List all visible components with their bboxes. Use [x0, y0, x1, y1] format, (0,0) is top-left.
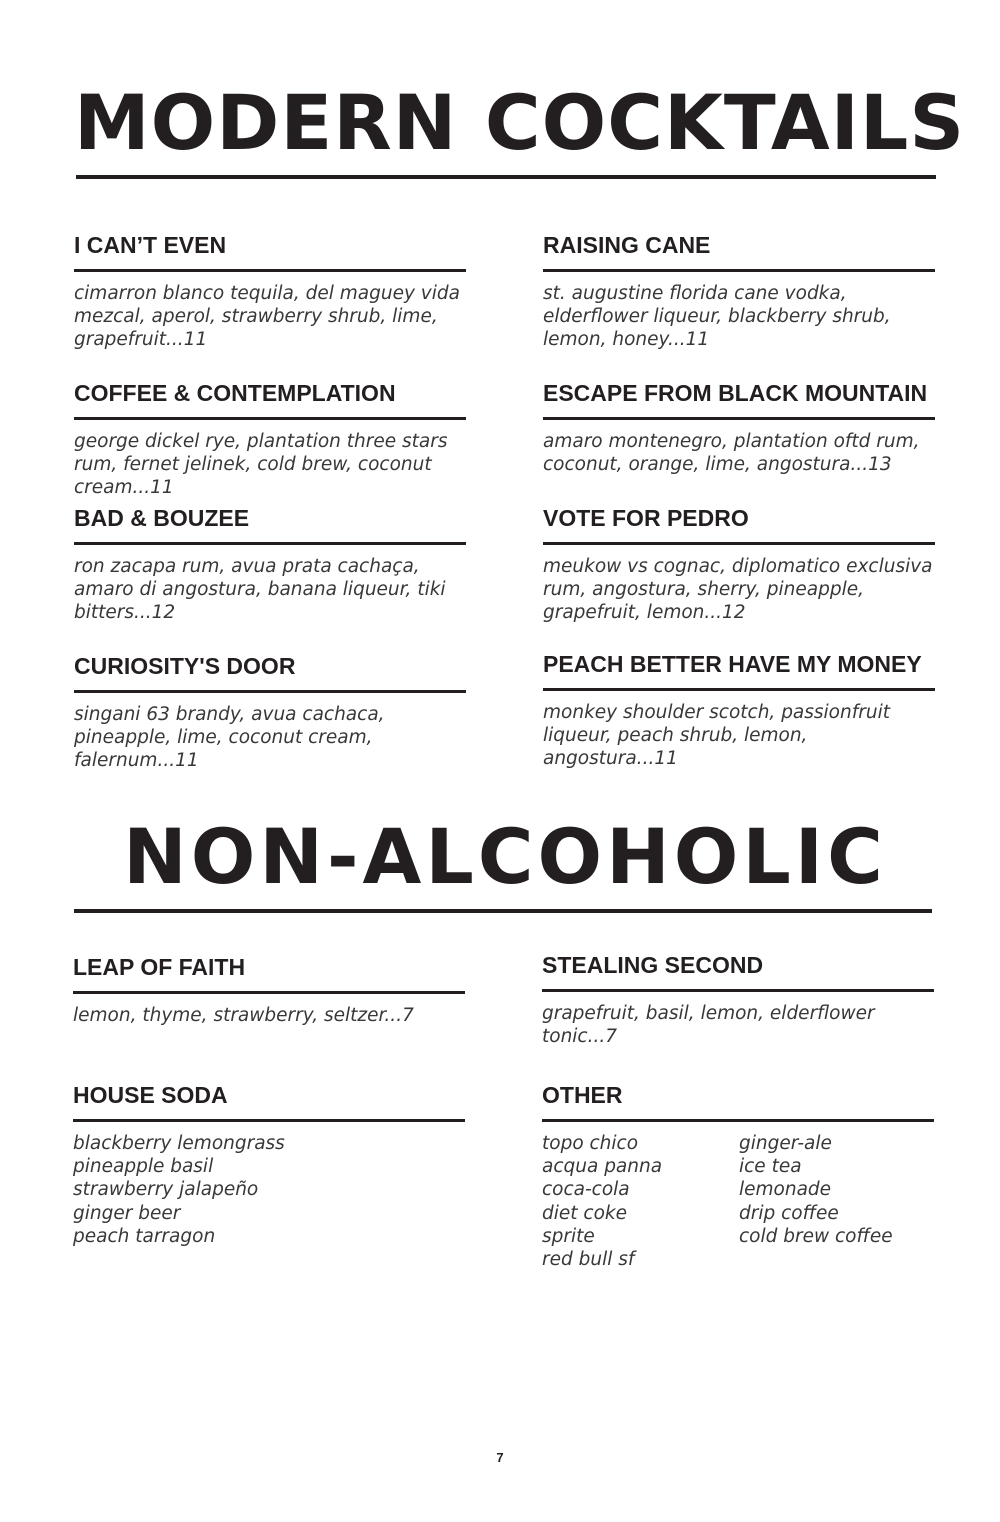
section-title-non-alcoholic: NON-ALCOHOLIC — [123, 812, 887, 901]
other-drinks-list — [542, 1132, 942, 1271]
description-line: rum, angostura, sherry, pineapple, — [543, 579, 865, 601]
description-line: angostura...11 — [543, 748, 678, 770]
drink-option: coca-cola — [542, 1179, 630, 1201]
soda-flavor: ginger beer — [73, 1202, 181, 1224]
item-name: CURIOSITY'S DOOR — [74, 653, 296, 679]
item-description — [74, 703, 474, 773]
menu-item-i-cant-even — [74, 231, 474, 352]
description-line: george dickel rye, plantation three stars — [74, 431, 448, 452]
item-description — [73, 1004, 473, 1027]
description-line: grapefruit, basil, lemon, elderflower — [542, 1003, 875, 1024]
drink-option: acqua panna — [542, 1156, 663, 1178]
item-name: LEAP OF FAITH — [73, 954, 246, 980]
menu-item-escape-from-black-mountain — [543, 379, 943, 476]
item-divider — [74, 690, 466, 693]
item-description — [74, 430, 474, 500]
soda-flavor: blackberry lemongrass — [73, 1133, 285, 1154]
item-description — [74, 282, 474, 352]
item-name: BAD & BOUZEE — [74, 505, 250, 531]
item-divider — [543, 417, 935, 420]
description-line: elderflower liqueur, blackberry shrub, — [543, 306, 891, 328]
menu-item-peach-better-have-my-money — [543, 650, 943, 771]
menu-item-raising-cane — [543, 231, 943, 352]
description-line: falernum...11 — [74, 750, 199, 772]
item-divider — [542, 1119, 934, 1122]
item-divider — [543, 542, 935, 545]
item-name: I CAN’T EVEN — [74, 232, 227, 258]
item-description — [542, 1002, 942, 1048]
item-divider — [542, 989, 934, 992]
item-description — [543, 701, 943, 771]
drink-option: drip coffee — [739, 1202, 839, 1224]
drink-option: ice tea — [739, 1156, 802, 1178]
description-line: rum, fernet jelinek, cold brew, coconut — [74, 454, 432, 476]
description-line: ron zacapa rum, avua prata cachaça, — [74, 556, 420, 577]
soda-flavor: strawberry jalapeño — [73, 1179, 259, 1201]
other-drinks-column — [542, 1132, 739, 1271]
item-divider — [74, 417, 466, 420]
description-line: amaro di angostura, banana liqueur, tiki — [74, 579, 446, 601]
description-line: tonic...7 — [542, 1026, 618, 1048]
drink-option: diet coke — [542, 1202, 627, 1224]
item-name: COFFEE & CONTEMPLATION — [74, 380, 396, 406]
item-divider — [73, 991, 465, 994]
menu-item-curiositys-door — [74, 652, 474, 773]
item-name: PEACH BETTER HAVE MY MONEY — [543, 651, 922, 677]
description-line: lemon, thyme, strawberry, seltzer...7 — [73, 1005, 414, 1026]
description-line: grapefruit, lemon...12 — [543, 602, 746, 624]
drink-option: cold brew coffee — [739, 1225, 893, 1247]
item-name: RAISING CANE — [543, 232, 711, 258]
description-line: mezcal, aperol, strawberry shrub, lime, — [74, 306, 438, 328]
section-divider — [74, 909, 932, 913]
drink-option: red bull sf — [542, 1249, 635, 1271]
section-title-modern-cocktails: MODERN COCKTAILS — [74, 78, 966, 167]
other-drinks-column — [739, 1132, 936, 1271]
drink-option: lemonade — [739, 1179, 832, 1201]
menu-item-coffee-contemplation — [74, 379, 474, 500]
item-name: ESCAPE FROM BLACK MOUNTAIN — [543, 380, 928, 406]
item-divider — [543, 688, 935, 691]
description-line: pineapple, lime, coconut cream, — [74, 727, 373, 749]
description-line: bitters...12 — [74, 602, 176, 624]
drink-option: ginger-ale — [739, 1133, 832, 1154]
description-line: coconut, orange, lime, angostura...13 — [543, 454, 892, 476]
menu-item-stealing-second — [542, 951, 942, 1048]
item-name: HOUSE SODA — [73, 1082, 228, 1108]
item-description — [543, 282, 943, 352]
description-line: grapefruit...11 — [74, 329, 208, 351]
menu-item-house-soda — [73, 1081, 473, 1248]
description-line: cimarron blanco tequila, del maguey vida — [74, 283, 460, 304]
drink-option: sprite — [542, 1225, 595, 1247]
item-name: STEALING SECOND — [542, 952, 764, 978]
drink-option: topo chico — [542, 1133, 639, 1154]
item-name: VOTE FOR PEDRO — [543, 505, 749, 531]
menu-item-leap-of-faith — [73, 953, 473, 1027]
description-line: amaro montenegro, plantation oftd rum, — [543, 431, 920, 452]
item-divider — [543, 269, 935, 272]
description-line: singani 63 brandy, avua cachaca, — [74, 704, 385, 725]
soda-flavor: peach tarragon — [73, 1225, 216, 1247]
item-name: OTHER — [542, 1082, 623, 1108]
description-line: monkey shoulder scotch, passionfruit — [543, 702, 890, 723]
description-line: cream...11 — [74, 477, 174, 499]
menu-item-other — [542, 1081, 942, 1271]
page-number: 7 — [496, 1450, 504, 1465]
soda-flavor: pineapple basil — [73, 1156, 214, 1178]
item-description — [543, 430, 943, 476]
item-divider — [74, 269, 466, 272]
section-divider — [76, 175, 936, 179]
item-divider — [73, 1119, 465, 1122]
menu-item-vote-for-pedro — [543, 504, 943, 625]
description-line: liqueur, peach shrub, lemon, — [543, 725, 808, 747]
description-line: st. augustine florida cane vodka, — [543, 283, 847, 304]
description-line: meukow vs cognac, diplomatico exclusiva — [543, 556, 933, 577]
item-divider — [74, 542, 466, 545]
item-description — [543, 555, 943, 625]
item-description — [73, 1132, 473, 1248]
menu-item-bad-bouzee — [74, 504, 474, 625]
description-line: lemon, honey...11 — [543, 329, 710, 351]
item-description — [74, 555, 474, 625]
